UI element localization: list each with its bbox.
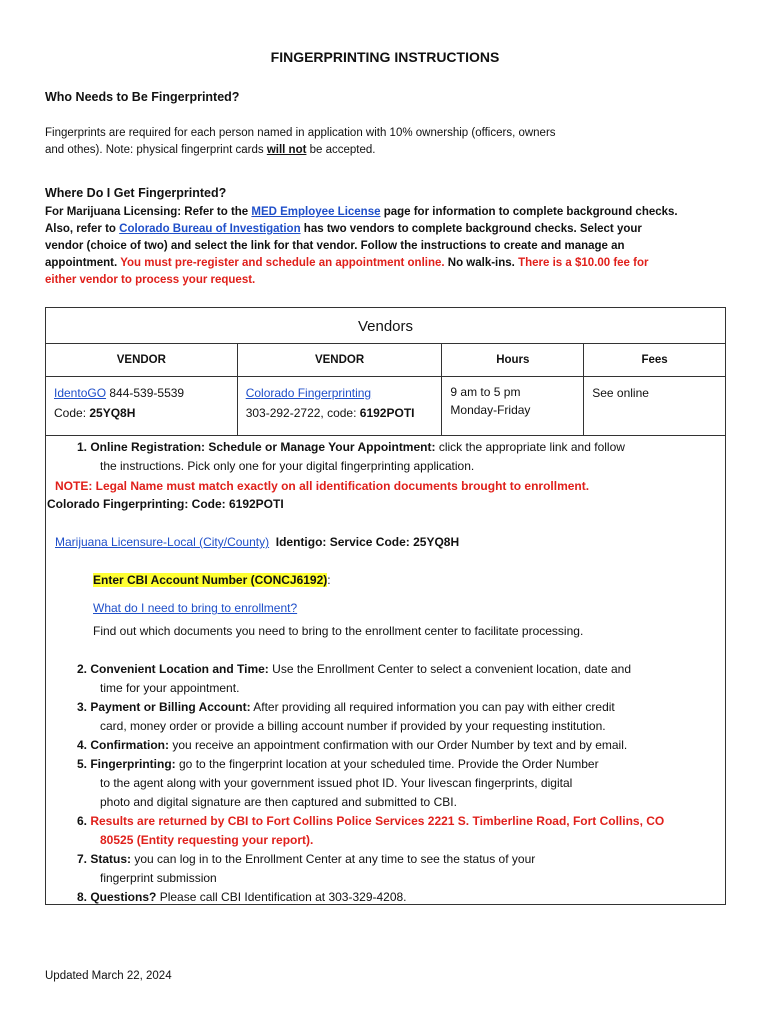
step-7-text: you can log in to the Enrollment Center at any time to see the status of your — [131, 852, 536, 866]
bring-text: Find out which documents you need to bring to the enrollment center to facilitate processing. — [93, 624, 584, 638]
preregister-warning: You must pre-register and schedule an appointment online. — [120, 257, 445, 269]
header-hours: Hours — [442, 344, 584, 377]
step-4-label: 4. Confirmation: — [77, 738, 169, 752]
cbi-colon: : — [327, 573, 331, 587]
who-line-2-post: be accepted. — [306, 144, 376, 156]
step-1-label: 1. Online Registration: Schedule or Manage Your Appointment: — [77, 440, 436, 454]
where-text-4: has two vendors to complete background checks. Select your — [300, 223, 642, 235]
step-2 — [77, 660, 631, 678]
identigo-service-code: Identigo: Service Code: 25YQ8H — [275, 535, 460, 549]
who-paragraph — [45, 125, 725, 159]
step-4 — [77, 736, 627, 754]
where-text-5: vendor (choice of two) and select the link for that vendor. Follow the instructions to create and manage an — [45, 240, 625, 252]
step-8-text: Please call CBI Identification at 303-329-4208. — [156, 890, 407, 904]
header-vendor-1: VENDOR — [46, 344, 238, 377]
step-1 — [77, 438, 625, 456]
step-3-text: After providing all required information you can pay with either credit — [250, 700, 615, 714]
who-line-1: Fingerprints are required for each person named in application with 10% ownership (officers, owners — [45, 127, 556, 139]
who-line-2-pre: and othes). Note: physical fingerprint cards — [45, 144, 267, 156]
what-to-bring-link[interactable]: What do I need to bring to enrollment? — [93, 601, 298, 615]
cbi-link[interactable]: Colorado Bureau of Investigation — [119, 223, 301, 235]
vendors-table — [45, 343, 726, 436]
fee-warning-2: either vendor to process your request. — [45, 274, 256, 286]
bring-link-line — [93, 599, 297, 617]
step-5-label: 5. Fingerprinting: — [77, 757, 176, 771]
vendor-colorado-cell — [237, 377, 442, 436]
med-employee-license-link[interactable]: MED Employee License — [251, 206, 381, 218]
colorado-fingerprinting-link[interactable]: Colorado Fingerprinting — [245, 386, 372, 400]
marijuana-licensure-local-link[interactable]: Marijuana Licensure-Local (City/County) — [55, 535, 270, 549]
local-licensure-line — [55, 533, 459, 551]
step-7 — [77, 850, 535, 868]
cbi-account-number: Enter CBI Account Number (CONCJ6192) — [93, 573, 328, 587]
step-7-cont: fingerprint submission — [100, 871, 217, 885]
header-fees: Fees — [584, 344, 726, 377]
header-vendor-2: VENDOR — [237, 344, 442, 377]
page-title: FINGERPRINTING INSTRUCTIONS — [270, 49, 500, 65]
vendors-row — [46, 377, 726, 436]
hours-days: Monday-Friday — [450, 403, 531, 417]
identogo-code: 25YQ8H — [89, 406, 136, 420]
identogo-phone: 844-539-5539 — [106, 386, 185, 400]
where-text-6: appointment. — [45, 257, 121, 269]
step-6 — [77, 812, 664, 830]
step-5-text: go to the fingerprint location at your scheduled time. Provide the Order Number — [175, 757, 599, 771]
hours-time: 9 am to 5 pm — [450, 385, 521, 399]
colorado-phone: 303-292-2722, code: — [245, 406, 360, 420]
step-7-label: 7. Status: — [77, 852, 132, 866]
will-not-emphasis: will not — [266, 144, 307, 156]
step-4-text: you receive an appointment confirmation with our Order Number by text and by email. — [169, 738, 628, 752]
who-heading: Who Needs to Be Fingerprinted? — [45, 90, 240, 104]
where-paragraph — [45, 204, 725, 289]
updated-date: Updated March 22, 2024 — [45, 970, 172, 982]
step-2-label: 2. Convenient Location and Time: — [77, 662, 269, 676]
step-2-text: Use the Enrollment Center to select a convenient location, date and — [268, 662, 632, 676]
step-3 — [77, 698, 615, 716]
step-1-text: click the appropriate link and follow — [435, 440, 625, 454]
step-6-text: Results are returned by CBI to Fort Collins Police Services 2221 S. Timberline Road, Fort Collins, CO — [90, 814, 665, 828]
step-3-label: 3. Payment or Billing Account: — [77, 700, 251, 714]
where-text-2: page for information to complete background checks. — [380, 206, 678, 218]
vendors-title: Vendors — [357, 318, 414, 335]
cbi-account-line — [93, 571, 331, 589]
legal-name-note: NOTE: Legal Name must match exactly on all identification documents brought to enrollment. — [55, 479, 590, 493]
step-3-cont: card, money order or provide a billing account number if provided by your requesting institution. — [100, 719, 606, 733]
step-5 — [77, 755, 599, 773]
step-8 — [77, 888, 407, 906]
step-5-cont-1: to the agent along with your government issued phot ID. Your livescan fingerprints, digital — [100, 776, 573, 790]
vendors-header-row — [46, 344, 726, 377]
hours-cell — [442, 377, 584, 436]
colorado-code-line: Colorado Fingerprinting: Code: 6192POTI — [47, 497, 284, 511]
where-heading: Where Do I Get Fingerprinted? — [45, 186, 227, 200]
where-text-1: For Marijuana Licensing: Refer to the — [45, 206, 252, 218]
fee-warning: There is a $10.00 fee for — [518, 257, 649, 269]
step-6-num: 6. — [77, 814, 91, 828]
identogo-link[interactable]: IdentoGO — [54, 386, 107, 400]
fees-value: See online — [592, 386, 649, 400]
step-1-cont: the instructions. Pick only one for your digital fingerprinting application. — [100, 459, 475, 473]
step-2-cont: time for your appointment. — [100, 681, 240, 695]
step-6-cont: 80525 (Entity requesting your report). — [100, 833, 314, 847]
where-text-3: Also, refer to — [45, 223, 120, 235]
identogo-code-label: Code: — [54, 406, 90, 420]
step-8-label: 8. Questions? — [77, 890, 157, 904]
no-walkins-text: No walk-ins. — [444, 257, 519, 269]
step-5-cont-2: photo and digital signature are then captured and submitted to CBI. — [100, 795, 457, 809]
colorado-code: 6192POTI — [359, 406, 415, 420]
vendor-identogo-cell — [46, 377, 238, 436]
fees-cell — [584, 377, 726, 436]
